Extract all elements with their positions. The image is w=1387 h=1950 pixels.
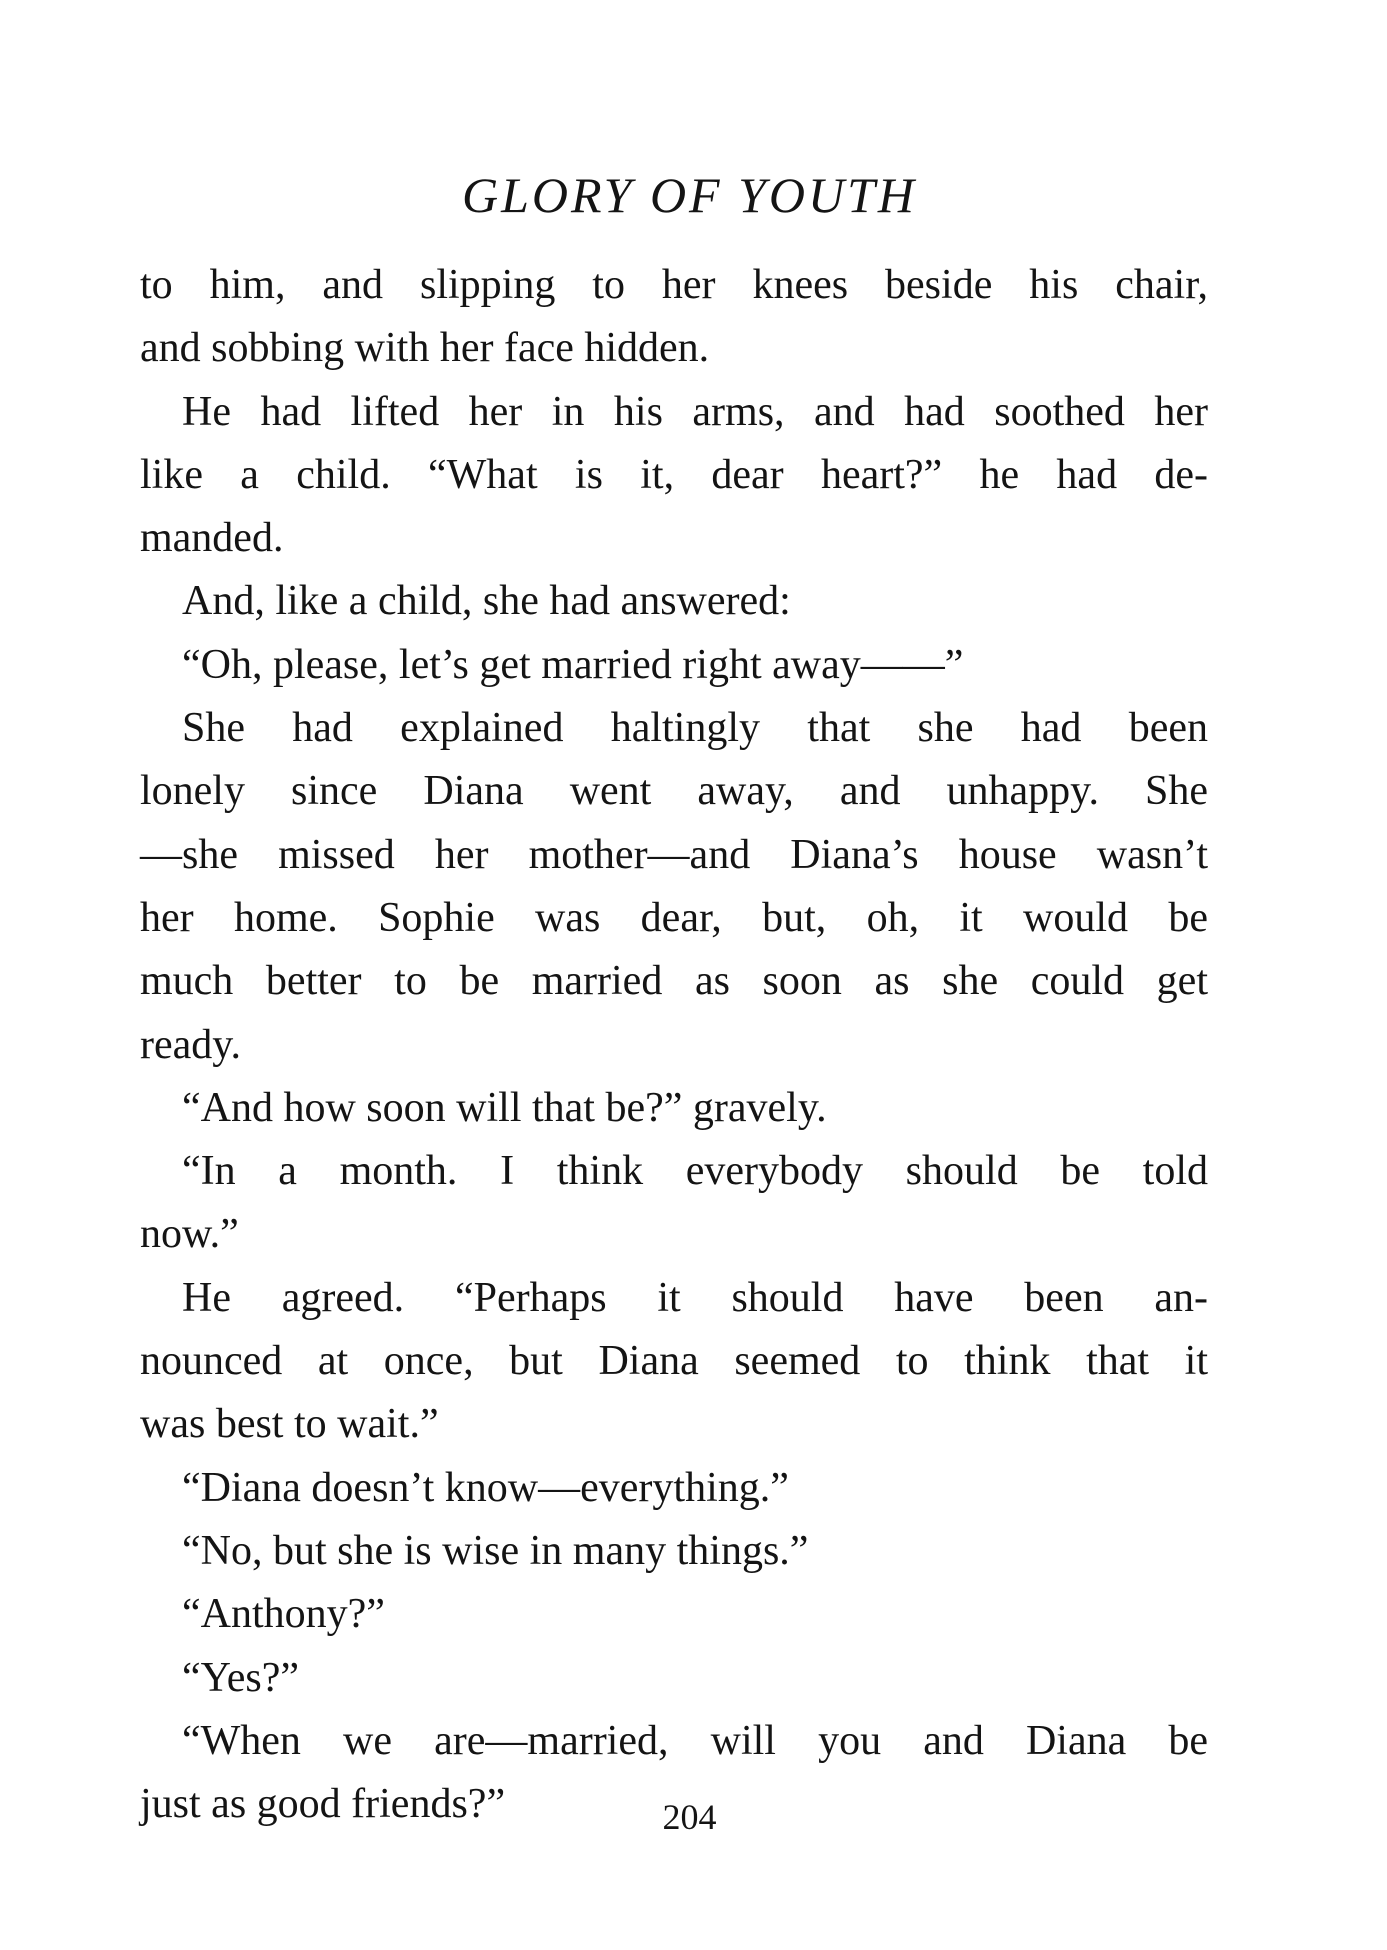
text-line: —she missed her mother—and Diana’s house wasn’t <box>140 831 1208 878</box>
running-head: GLORY OF YOUTH <box>461 167 918 223</box>
text-line: “And how soon will that be?” gravely. <box>182 1084 827 1131</box>
body-text <box>140 254 1208 1836</box>
text-line: ready. <box>140 1021 242 1068</box>
text-line: just as good friends?” <box>140 1781 506 1828</box>
text-line: now.” <box>140 1211 239 1258</box>
text-line: was best to wait.” <box>140 1401 439 1448</box>
text-line: He had lifted her in his arms, and had soothed her <box>182 388 1208 435</box>
page-number: 204 <box>662 1797 717 1837</box>
text-line: “When we are—married, will you and Diana be <box>182 1717 1208 1764</box>
text-line: much better to be married as soon as she could get <box>140 958 1208 1005</box>
text-line: He agreed. “Perhaps it should have been an- <box>182 1274 1208 1321</box>
text-line: to him, and slipping to her knees beside his chair, <box>140 262 1208 308</box>
text-line: “In a month. I think everybody should be told <box>182 1148 1208 1195</box>
text-line: her home. Sophie was dear, but, oh, it would be <box>140 894 1208 941</box>
text-line: like a child. “What is it, dear heart?” he had de- <box>140 451 1208 498</box>
text-line: “Yes?” <box>182 1654 300 1701</box>
text-line: “Oh, please, let’s get married right away——” <box>182 641 964 688</box>
text-line: “No, but she is wise in many things.” <box>182 1527 809 1574</box>
text-line: She had explained haltingly that she had been <box>182 705 1208 752</box>
text-line: “Anthony?” <box>182 1591 385 1638</box>
text-line: nounced at once, but Diana seemed to think that it <box>140 1338 1208 1385</box>
text-line: lonely since Diana went away, and unhappy. She <box>140 768 1208 815</box>
text-line: “Diana doesn’t know—everything.” <box>182 1464 789 1511</box>
text-line: and sobbing with her face hidden. <box>140 325 710 372</box>
text-line: manded. <box>140 515 284 562</box>
text-line: And, like a child, she had answered: <box>182 578 791 625</box>
